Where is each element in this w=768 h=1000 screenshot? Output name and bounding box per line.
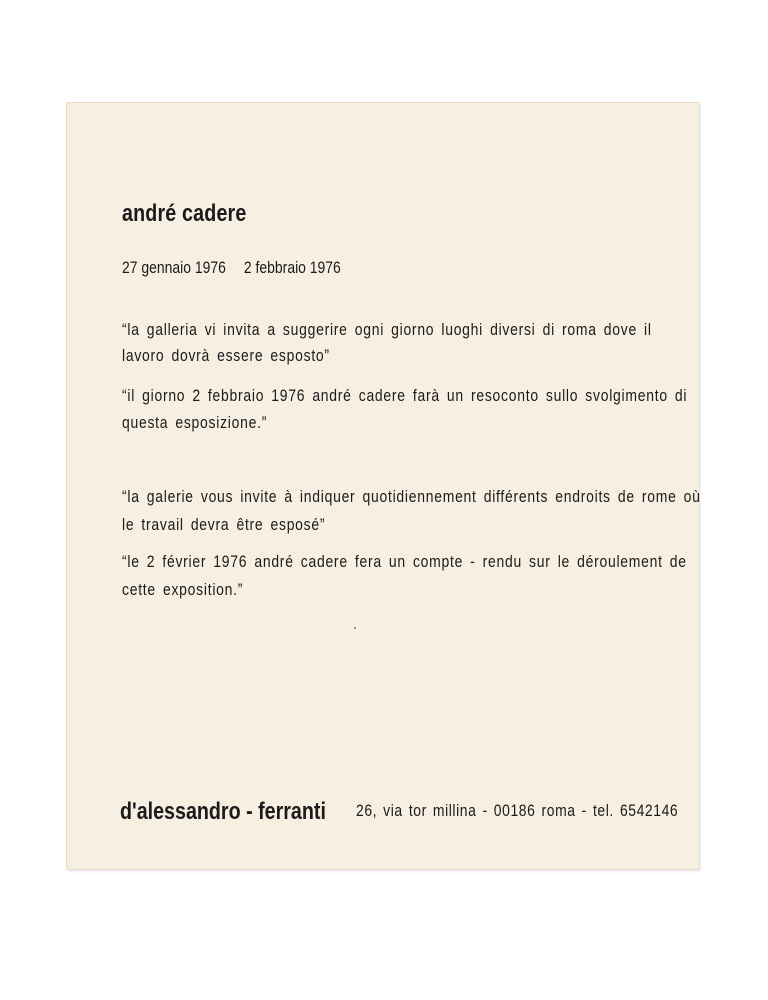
gallery-name: d'alessandro - ferranti	[120, 798, 326, 825]
french-text-line-4: cette exposition.”	[122, 580, 244, 599]
italian-text-line-1: “la galleria vi invita a suggerire ogni giorno luoghi diversi di roma dove il	[122, 320, 652, 339]
paper-speck	[354, 627, 356, 629]
artist-name: andré cadere	[122, 200, 247, 227]
italian-text-line-4: questa esposizione.”	[122, 413, 268, 432]
date-start: 27 gennaio 1976	[122, 258, 226, 277]
invitation-card	[67, 103, 699, 869]
italian-text-line-3: “il giorno 2 febbraio 1976 andré cadere farà un resoconto sullo svolgimento di	[122, 386, 688, 405]
date-end: 2 febbraio 1976	[243, 258, 341, 277]
french-text-line-1: “la galerie vous invite à indiquer quotidiennement différents endroits de rome où	[122, 487, 701, 506]
gallery-address: 26, via tor millina - 00186 roma - tel. 6542146	[356, 801, 679, 820]
french-text-line-2: le travail devra être esposé”	[122, 515, 326, 534]
italian-text-line-2: lavoro dovrà essere esposto”	[122, 346, 330, 365]
french-text-line-3: “le 2 février 1976 andré cadere fera un compte - rendu sur le déroulement de	[122, 552, 687, 571]
exhibition-dates	[122, 258, 341, 278]
